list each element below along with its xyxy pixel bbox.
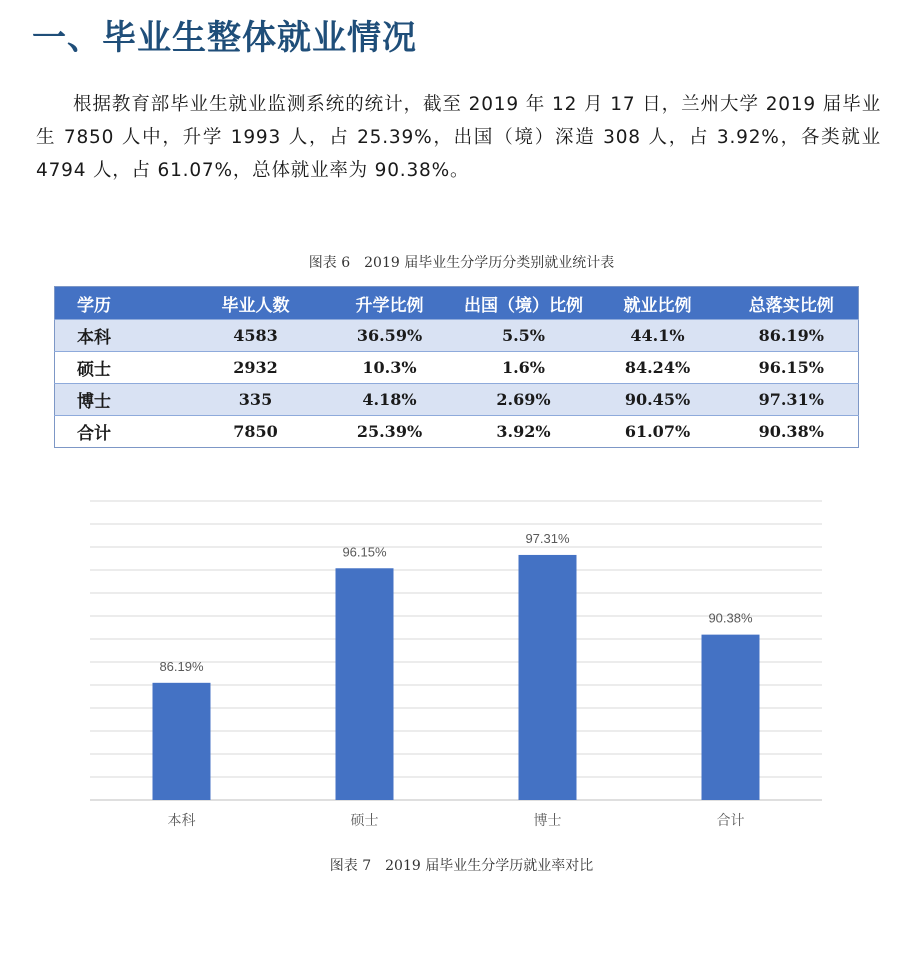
section-heading: 一、毕业生整体就业情况 [32, 18, 417, 58]
chart-caption: 图表 7 2019 届毕业生分学历就业率对比 [329, 858, 594, 874]
header-cell: 出国（境）比例 [457, 287, 591, 320]
data-label: 86.19% [159, 658, 204, 674]
table-cell: 硕士 [55, 352, 189, 384]
table-cell: 90.45% [591, 384, 725, 416]
data-label: 96.15% [342, 544, 387, 560]
table-row [55, 320, 859, 352]
table-cell: 335 [189, 384, 323, 416]
bar-0 [153, 683, 211, 800]
table-cell: 2.69% [457, 384, 591, 416]
table-cell: 合计 [55, 416, 189, 448]
category-label: 博士 [533, 812, 562, 828]
table-cell: 96.15% [725, 352, 859, 384]
category-label: 硕士 [350, 812, 379, 828]
header-cell: 毕业人数 [189, 287, 323, 320]
table-cell: 3.92% [457, 416, 591, 448]
bar-2 [519, 555, 577, 800]
table-header-row [55, 287, 859, 320]
category-label: 本科 [167, 812, 196, 828]
header-cell: 升学比例 [323, 287, 457, 320]
header-cell: 总落实比例 [725, 287, 859, 320]
summary-paragraph: 根据教育部毕业生就业监测系统的统计，截至 2019 年 12 月 17 日，兰州大学 2019 届毕业生 7850 人中，升学 1993 人，占 25.39%，出国（境）深造 308 人，占 3.92%，各类就业 4794 人，占 61.07%，总体就业率为 90.38%。 [36, 94, 881, 181]
table-cell: 36.59% [323, 320, 457, 352]
bar-1 [336, 568, 394, 800]
employment-stats-table [54, 286, 859, 448]
table-cell: 5.5% [457, 320, 591, 352]
table-cell: 4583 [189, 320, 323, 352]
table-cell: 90.38% [725, 416, 859, 448]
table-cell: 44.1% [591, 320, 725, 352]
header-cell: 就业比例 [591, 287, 725, 320]
table-cell: 97.31% [725, 384, 859, 416]
table-cell: 84.24% [591, 352, 725, 384]
data-label: 97.31% [525, 530, 570, 546]
table-cell: 61.07% [591, 416, 725, 448]
table-cell: 本科 [55, 320, 189, 352]
table-caption: 图表 6 2019 届毕业生分学历分类别就业统计表 [308, 255, 615, 271]
table-row [55, 384, 859, 416]
table-row [55, 352, 859, 384]
table-cell: 25.39% [323, 416, 457, 448]
table-cell: 86.19% [725, 320, 859, 352]
bar-3 [702, 635, 760, 800]
table-cell: 10.3% [323, 352, 457, 384]
employment-rate-bar-chart [0, 480, 923, 830]
table-cell: 博士 [55, 384, 189, 416]
table-cell: 2932 [189, 352, 323, 384]
table-row [55, 416, 859, 448]
table-cell: 1.6% [457, 352, 591, 384]
data-label: 90.38% [708, 610, 753, 626]
header-cell: 学历 [55, 287, 189, 320]
table-cell: 7850 [189, 416, 323, 448]
table-cell: 4.18% [323, 384, 457, 416]
category-label: 合计 [716, 812, 745, 828]
